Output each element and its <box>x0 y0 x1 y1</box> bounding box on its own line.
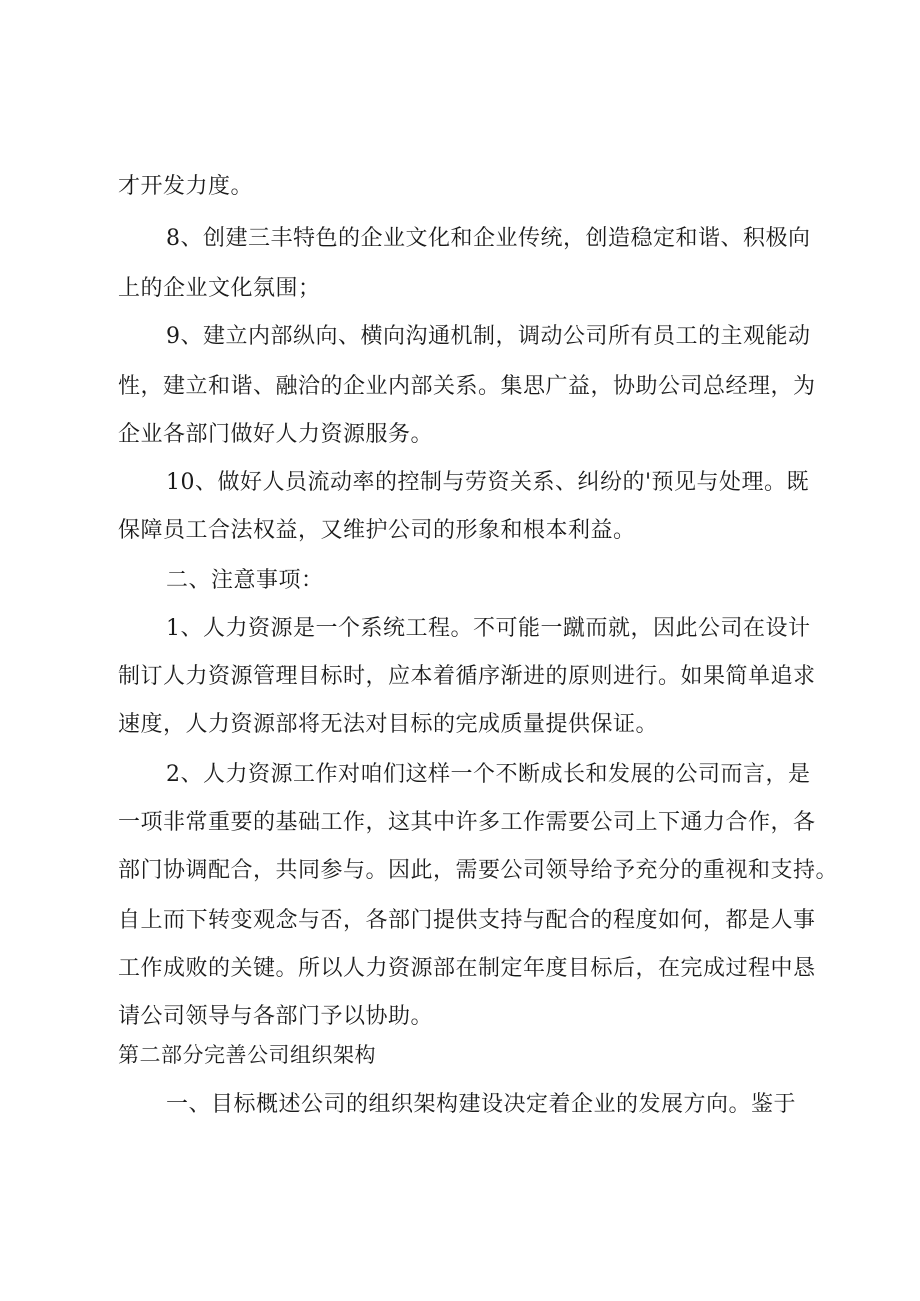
paragraph-line: 保障员工合法权益，又维护公司的形象和根本利益。 <box>118 518 636 543</box>
paragraph-line: 2、人力资源工作对咱们这样一个不断成长和发展的公司而言，是 <box>166 762 811 787</box>
paragraph-line: 1、人力资源是一个系统工程。不可能一蹴而就，因此公司在设计 <box>166 616 811 641</box>
paragraph-line: 上的企业文化氛围； <box>118 276 321 301</box>
paragraph-line: 制订人力资源管理目标时，应本着循序渐进的原则进行。如果简单追求 <box>118 664 816 689</box>
paragraph-line: 自上而下转变观念与否，各部门提供支持与配合的程度如何，都是人事 <box>118 908 816 933</box>
paragraph-line: 一、目标概述公司的组织架构建设决定着企业的发展方向。鉴于 <box>166 1092 797 1117</box>
paragraph-line: 请公司领导与各部门予以协助。 <box>118 1004 434 1029</box>
paragraph-line: 一项非常重要的基础工作，这其中许多工作需要公司上下通力合作，各 <box>118 810 816 835</box>
paragraph-line: 才开发力度。 <box>118 174 254 199</box>
paragraph-line: 10、做好人员流动率的控制与劳资关系、纠纷的'预见与处理。既 <box>166 470 810 495</box>
paragraph-line: 工作成败的关键。所以人力资源部在制定年度目标后，在完成过程中恳 <box>118 956 816 981</box>
section-heading: 二、注意事项： <box>166 568 324 593</box>
paragraph-line: 9、建立内部纵向、横向沟通机制，调动公司所有员工的主观能动 <box>166 324 811 349</box>
paragraph-line: 性，建立和谐、融洽的企业内部关系。集思广益，协助公司总经理，为 <box>118 374 816 399</box>
part-heading: 第二部分完善公司组织架构 <box>118 1043 376 1067</box>
paragraph-line: 部门协调配合，共同参与。因此，需要公司领导给予充分的重视和支持。 <box>118 858 839 883</box>
paragraph-line: 速度，人力资源部将无法对目标的完成质量提供保证。 <box>118 712 659 737</box>
paragraph-line: 企业各部门做好人力资源服务。 <box>118 422 434 447</box>
paragraph-line: 8、创建三丰特色的企业文化和企业传统，创造稳定和谐、积极向 <box>166 226 811 251</box>
